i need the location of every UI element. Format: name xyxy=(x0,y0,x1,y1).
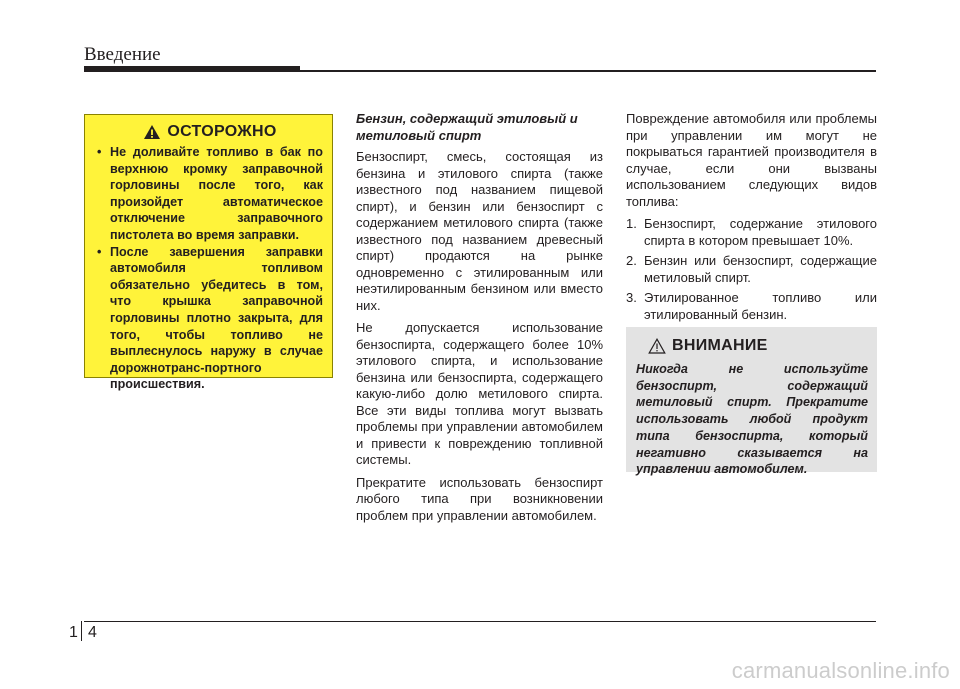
page-title: Введение xyxy=(84,44,161,65)
caution-box xyxy=(626,327,877,477)
right-column xyxy=(626,111,877,327)
warning-icon xyxy=(143,124,161,140)
list-text: Бензоспирт, содержание этилового спирта в котором превышает 10%. xyxy=(644,216,877,248)
page-number: 4 xyxy=(88,624,97,641)
list-text: Бензин или бензоспирт, содержащие метиловый спирт. xyxy=(644,253,877,285)
footer-rule xyxy=(84,621,876,622)
caution-header xyxy=(648,337,868,355)
section-heading: Бензин, содержащий этиловый и метиловый спирт xyxy=(356,111,578,143)
warning-list xyxy=(97,144,323,393)
paragraph: Бензоспирт, смесь, состоящая из бензина и этилового спирта (также известного под названием пищевой спирт), и бензин или бензоспирт с содержанием метилового спирта (также известного под названием древесный спирт) продаются на рынке одновременно с этилированным или неэтилированным бензином или вместо них. xyxy=(356,149,603,313)
header-rule xyxy=(300,70,876,72)
paragraph: Прекратите использовать бензоспирт любого типа при возникновении проблем при управлении автомобилем. xyxy=(356,474,603,523)
list-item xyxy=(626,253,877,286)
warning-box xyxy=(84,114,333,392)
fuel-list xyxy=(626,216,877,323)
footer-divider xyxy=(81,621,82,641)
watermark: carmanualsonline.info xyxy=(731,658,950,683)
caution-icon xyxy=(648,338,666,354)
paragraph: Не допускается использование бензоспирта, содержащего более 10% этилового спирта, и использование бензина или бензоспирта, содержащего какую-либо долю метилового спирта. Все эти виды топлива могут вызвать проблемы при управлении автомобилем и привести к повреждению топливной системы. xyxy=(356,320,603,467)
list-text: Этилированное топливо или этилированный бензин. xyxy=(644,290,877,322)
warning-item: • После завершения заправки автомобиля топливом обязательно убедитесь в том, что крышка заправочной горловины плотно закрыта, для того, чтобы топливо не выплеснулось наружу в случае дорожнотранс-портного происшествия. xyxy=(97,244,323,393)
caution-title: ВНИМАНИЕ xyxy=(672,337,768,354)
caution-text: Никогда не используйте бензоспирт, содержащий метиловый спирт. Прекратите использовать любой продукт типа бензоспирта, который негативно сказывается на управлении автомобилем. xyxy=(636,362,868,477)
list-number: 2. xyxy=(626,253,637,268)
list-number: 3. xyxy=(626,290,637,305)
middle-column xyxy=(356,111,603,530)
list-item xyxy=(626,290,877,323)
intro-paragraph: Повреждение автомобиля или проблемы при управлении им могут не покрываться гарантией производителя в случае, если они вызваны использованием следующих видов топлива: xyxy=(626,111,877,209)
warning-header xyxy=(97,123,323,141)
list-item xyxy=(626,216,877,249)
header-rule-thick xyxy=(84,66,300,72)
section-number: 1 xyxy=(69,624,78,641)
warning-item: • Не доливайте топливо в бак по верхнюю кромку заправочной горловины после того, как произойдет автоматическое отключение заправочного пистолета во время заправки. xyxy=(97,144,323,244)
warning-title: ОСТОРОЖНО xyxy=(167,123,277,140)
list-number: 1. xyxy=(626,216,637,231)
